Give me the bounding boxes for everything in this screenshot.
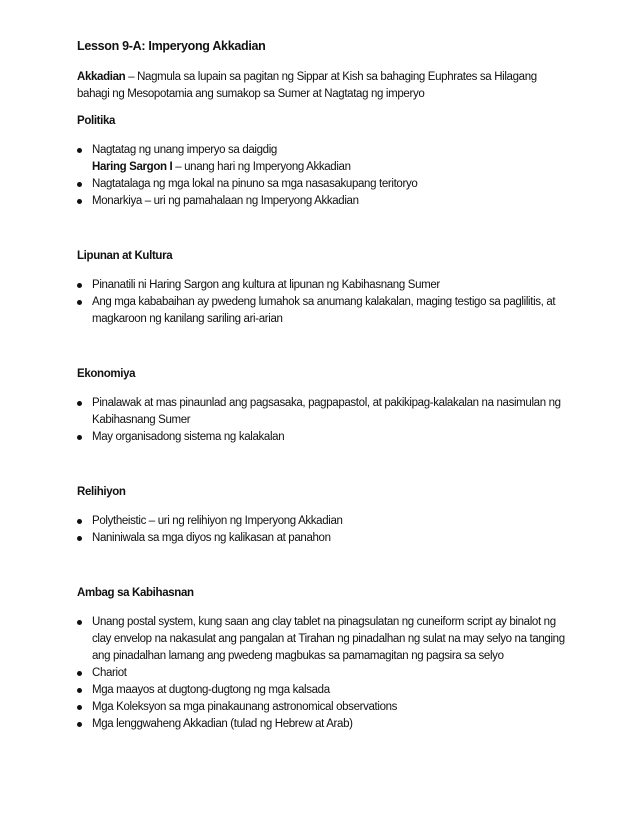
document-page bbox=[77, 38, 567, 733]
list-item bbox=[77, 699, 567, 716]
list-item-text: Mga maayos at dugtong-dugtong ng mga kalsada bbox=[92, 684, 330, 696]
bullet-icon bbox=[77, 300, 82, 305]
list-item-text: Polytheistic – uri ng relihiyon ng Imperyong Akkadian bbox=[92, 515, 343, 527]
heading-ekonomiya: Ekonomiya bbox=[77, 368, 136, 380]
bullet-icon bbox=[77, 199, 82, 204]
bullet-icon bbox=[77, 722, 82, 727]
list-item bbox=[77, 665, 567, 682]
list-item-text: Ang mga kababaihan ay pwedeng lumahok sa anumang kalakalan, maging testigo sa paglilitis, at magkaroon ng kanilang sariling ari-arian bbox=[92, 296, 556, 325]
list-item-text: May organisadong sistema ng kalakalan bbox=[92, 431, 285, 443]
list-item bbox=[77, 395, 567, 429]
heading-lipunan: Lipunan at Kultura bbox=[77, 250, 173, 262]
list-item bbox=[77, 716, 567, 733]
ambag-list bbox=[77, 614, 567, 733]
bullet-icon bbox=[77, 671, 82, 676]
bullet-icon bbox=[77, 705, 82, 710]
relihiyon-list bbox=[77, 513, 567, 547]
lesson-title: Lesson 9-A: Imperyong Akkadian bbox=[77, 39, 266, 53]
intro-text: – Nagmula sa lupain sa pagitan ng Sippar at Kish sa bahaging Euphrates sa Hilagang bahagi ng Mesopotamia ang sumakop sa Sumer at Nagtatag ng imperyo bbox=[77, 71, 537, 100]
bullet-icon bbox=[77, 401, 82, 406]
sub-note-text: – unang hari ng Imperyong Akkadian bbox=[172, 161, 351, 173]
bullet-icon bbox=[77, 182, 82, 187]
bullet-icon bbox=[77, 620, 82, 625]
sub-note-bold: Haring Sargon I bbox=[92, 161, 173, 173]
list-item-text: Mga lenggwaheng Akkadian (tulad ng Hebrew at Arab) bbox=[92, 718, 353, 730]
list-item bbox=[77, 142, 567, 176]
bullet-icon bbox=[77, 148, 82, 153]
list-item-text: Unang postal system, kung saan ang clay tablet na pinagsulatan ng cuneiform script ay binalot ng clay envelop na nakasulat ang pangalan at Tirahan ng pinadalhan ng sulat na may selyo na tanging ang pinadalhan lamang ang pwedeng magbukas sa pamamagitan ng pagsira sa selyo bbox=[92, 616, 565, 662]
list-item bbox=[77, 294, 567, 328]
list-item bbox=[77, 429, 567, 446]
bullet-icon bbox=[77, 688, 82, 693]
list-item-text: Naniniwala sa mga diyos ng kalikasan at panahon bbox=[92, 532, 331, 544]
list-item bbox=[77, 682, 567, 699]
bullet-icon bbox=[77, 536, 82, 541]
heading-ambag: Ambag sa Kabihasnan bbox=[77, 587, 194, 599]
list-item-text: Chariot bbox=[92, 667, 127, 679]
list-item bbox=[77, 614, 567, 665]
list-item-text: Monarkiya – uri ng pamahalaan ng Imperyong Akkadian bbox=[92, 195, 359, 207]
bullet-icon bbox=[77, 283, 82, 288]
list-item bbox=[77, 176, 567, 193]
lipunan-list bbox=[77, 277, 567, 328]
heading-politika: Politika bbox=[77, 115, 116, 127]
list-item-text: Pinanatili ni Haring Sargon ang kultura at lipunan ng Kabihasnang Sumer bbox=[92, 279, 440, 291]
bullet-icon bbox=[77, 435, 82, 440]
intro-paragraph bbox=[77, 69, 567, 103]
politika-list bbox=[77, 142, 567, 210]
list-item-text: Nagtatalaga ng mga lokal na pinuno sa mga nasasakupang teritoryo bbox=[92, 178, 418, 190]
ekonomiya-list bbox=[77, 395, 567, 446]
bullet-icon bbox=[77, 519, 82, 524]
heading-relihiyon: Relihiyon bbox=[77, 486, 126, 498]
list-item-text: Pinalawak at mas pinaunlad ang pagsasaka, pagpapastol, at pakikipag-kalakalan na nasimulan ng Kabihasnang Sumer bbox=[92, 397, 561, 426]
list-item bbox=[77, 277, 567, 294]
list-item-text: Mga Koleksyon sa mga pinakaunang astronomical observations bbox=[92, 701, 398, 713]
list-item bbox=[77, 193, 567, 210]
list-item bbox=[77, 530, 567, 547]
sub-note bbox=[92, 159, 567, 176]
list-item bbox=[77, 513, 567, 530]
list-item-text: Nagtatag ng unang imperyo sa daigdig bbox=[92, 144, 277, 156]
intro-term: Akkadian bbox=[77, 71, 126, 83]
